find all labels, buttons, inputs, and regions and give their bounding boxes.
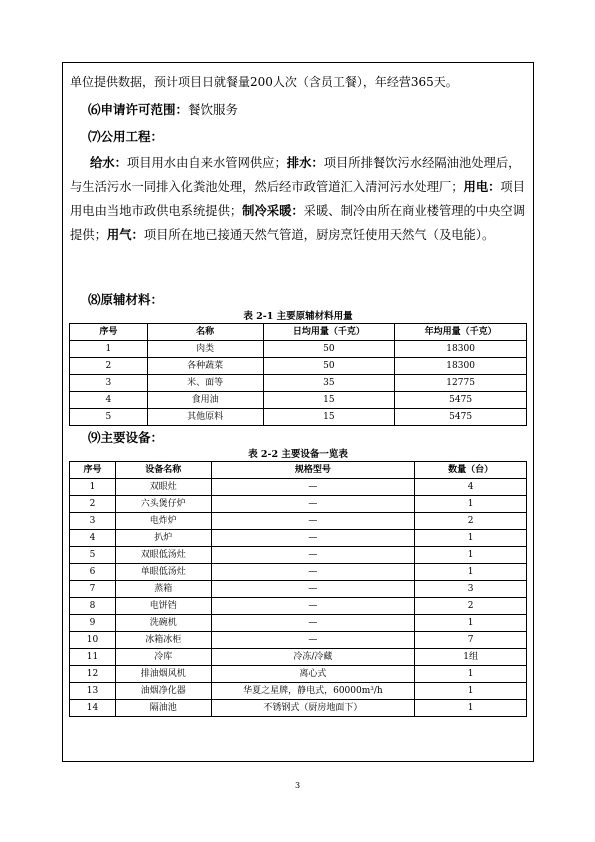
table2-row <box>70 632 527 649</box>
table-cell: 10 <box>70 632 116 649</box>
table-cell: 12775 <box>395 375 527 392</box>
table-cell: 双眼低汤灶 <box>115 547 211 564</box>
table-cell: 隔油池 <box>115 700 211 717</box>
table-cell: 9 <box>70 615 116 632</box>
intro-paragraph: 单位提供数据，预计项目日就餐量200人次（含员工餐），年经营365天。 <box>70 75 458 89</box>
materials-table <box>69 323 527 426</box>
table-cell: 2 <box>70 496 116 513</box>
table-cell: 洗碗机 <box>115 615 211 632</box>
table-cell: 2 <box>415 513 527 530</box>
table2-row <box>70 615 527 632</box>
gas-label: 用气： <box>106 227 144 242</box>
table2-row <box>70 513 527 530</box>
table-cell: — <box>211 632 415 649</box>
table-cell: 3 <box>415 581 527 598</box>
drainage-label: 排水： <box>286 155 324 170</box>
table-cell: 5475 <box>395 409 527 426</box>
power-label: 用电： <box>463 179 501 194</box>
table2-row <box>70 581 527 598</box>
table-cell: 18300 <box>395 358 527 375</box>
table2-row <box>70 496 527 513</box>
table-cell: — <box>211 615 415 632</box>
table-cell: 3 <box>70 375 148 392</box>
table-cell: 50 <box>263 358 395 375</box>
table-cell: 冷库 <box>115 649 211 666</box>
section-6-value: 餐饮服务 <box>188 102 239 117</box>
section-6 <box>88 100 238 120</box>
table-cell: 50 <box>263 341 395 358</box>
table-cell: 15 <box>263 392 395 409</box>
table1-row <box>70 375 527 392</box>
table2-header: 序号 <box>70 462 116 479</box>
table-cell: — <box>211 513 415 530</box>
table-cell: 2 <box>70 358 148 375</box>
table2-caption: 表 2-2 主要设备一览表 <box>248 449 348 460</box>
page-number: 3 <box>294 781 301 790</box>
table-cell: 1 <box>415 564 527 581</box>
table1-row <box>70 341 527 358</box>
table-cell: 排油烟风机 <box>115 666 211 683</box>
table-cell: — <box>211 530 415 547</box>
table-cell: 4 <box>415 479 527 496</box>
table-cell: 14 <box>70 700 116 717</box>
table2-row <box>70 530 527 547</box>
table-cell: 蒸箱 <box>115 581 211 598</box>
table-cell: 米、面等 <box>147 375 263 392</box>
table2-row <box>70 683 527 700</box>
table-cell: — <box>211 564 415 581</box>
table2-header: 规格型号 <box>211 462 415 479</box>
table-cell: 5 <box>70 409 148 426</box>
table-cell: 11 <box>70 649 116 666</box>
table-cell: 1 <box>415 547 527 564</box>
section-8-label: ⑻原辅材料： <box>88 292 164 307</box>
table-cell: 8 <box>70 598 116 615</box>
table2-row <box>70 564 527 581</box>
utilities-paragraph: 给水：项目用水由自来水管网供应；排水：项目所排餐饮污水经隔油池处理后，与生活污水一同排入化粪池处理，然后经市政管道汇入清河污水处理厂；用电：项目用电由当地市政供电系统提供；制冷采暖：采暖、制冷由所在商业楼管理的中央空调提供；用气：项目所在地已接通天然气管道，厨房烹饪使用天然气（及电能）。 <box>70 155 526 242</box>
table-cell: 华夏之星牌，静电式，60000m³/h <box>211 683 415 700</box>
table-cell: 2 <box>415 598 527 615</box>
table-cell: 18300 <box>395 341 527 358</box>
table-cell: 油烟净化器 <box>115 683 211 700</box>
table-cell: 7 <box>415 632 527 649</box>
table-cell: 3 <box>70 513 116 530</box>
table-cell: 肉类 <box>147 341 263 358</box>
table1-row <box>70 409 527 426</box>
table-cell: 1 <box>70 479 116 496</box>
table-cell: 1 <box>415 615 527 632</box>
table-cell: 冰箱冰柜 <box>115 632 211 649</box>
section-6-label: ⑹申请许可范围： <box>88 102 189 117</box>
table1-header: 年均用量（千克） <box>395 324 527 341</box>
table-cell: 双眼灶 <box>115 479 211 496</box>
table-cell: 各种蔬菜 <box>147 358 263 375</box>
table-cell: 5 <box>70 547 116 564</box>
table-cell: 1 <box>70 341 148 358</box>
table-cell: — <box>211 479 415 496</box>
table1-caption: 表 2-1 主要原辅材料用量 <box>243 311 353 322</box>
table-cell: — <box>211 547 415 564</box>
table-cell: 不锈钢式（厨房地面下） <box>211 700 415 717</box>
table2-row <box>70 700 527 717</box>
table-cell: 35 <box>263 375 395 392</box>
table-cell: 7 <box>70 581 116 598</box>
table-cell: 12 <box>70 666 116 683</box>
table2-header: 设备名称 <box>115 462 211 479</box>
table1-row <box>70 358 527 375</box>
table-cell: 冷冻/冷藏 <box>211 649 415 666</box>
table-cell: 食用油 <box>147 392 263 409</box>
table2-header: 数量（台） <box>415 462 527 479</box>
table-cell: 其他原料 <box>147 409 263 426</box>
table2-row <box>70 649 527 666</box>
table-cell: 1 <box>415 530 527 547</box>
section-7-label: ⑺公用工程： <box>88 129 164 144</box>
table1-header: 序号 <box>70 324 148 341</box>
water-supply-label: 给水： <box>90 155 127 170</box>
table-cell: 电饼铛 <box>115 598 211 615</box>
table-cell: — <box>211 496 415 513</box>
table-cell: 4 <box>70 530 116 547</box>
table2-header-row <box>70 462 527 479</box>
table-cell: — <box>211 598 415 615</box>
table2-row <box>70 547 527 564</box>
table1-header-row <box>70 324 527 341</box>
table-cell: 1 <box>415 683 527 700</box>
table2-row <box>70 598 527 615</box>
table-cell: 5475 <box>395 392 527 409</box>
equipment-table <box>69 461 527 717</box>
table-cell: 离心式 <box>211 666 415 683</box>
table-cell: 单眼低汤灶 <box>115 564 211 581</box>
table2-row <box>70 666 527 683</box>
table-cell: 六头煲仔炉 <box>115 496 211 513</box>
table-cell: 4 <box>70 392 148 409</box>
hvac-label: 制冷采暖： <box>242 203 304 218</box>
table-cell: — <box>211 581 415 598</box>
table-cell: 6 <box>70 564 116 581</box>
section-9-label: ⑼主要设备： <box>88 430 164 445</box>
table-cell: 13 <box>70 683 116 700</box>
table2-row <box>70 479 527 496</box>
table-cell: 1 <box>415 700 527 717</box>
table1-header: 日均用量（千克） <box>263 324 395 341</box>
table1-row <box>70 392 527 409</box>
table-cell: 1 <box>415 496 527 513</box>
table-cell: 15 <box>263 409 395 426</box>
table-cell: 扒炉 <box>115 530 211 547</box>
table-cell: 1 <box>415 666 527 683</box>
table1-header: 名称 <box>147 324 263 341</box>
table-cell: 电炸炉 <box>115 513 211 530</box>
table-cell: 1组 <box>415 649 527 666</box>
